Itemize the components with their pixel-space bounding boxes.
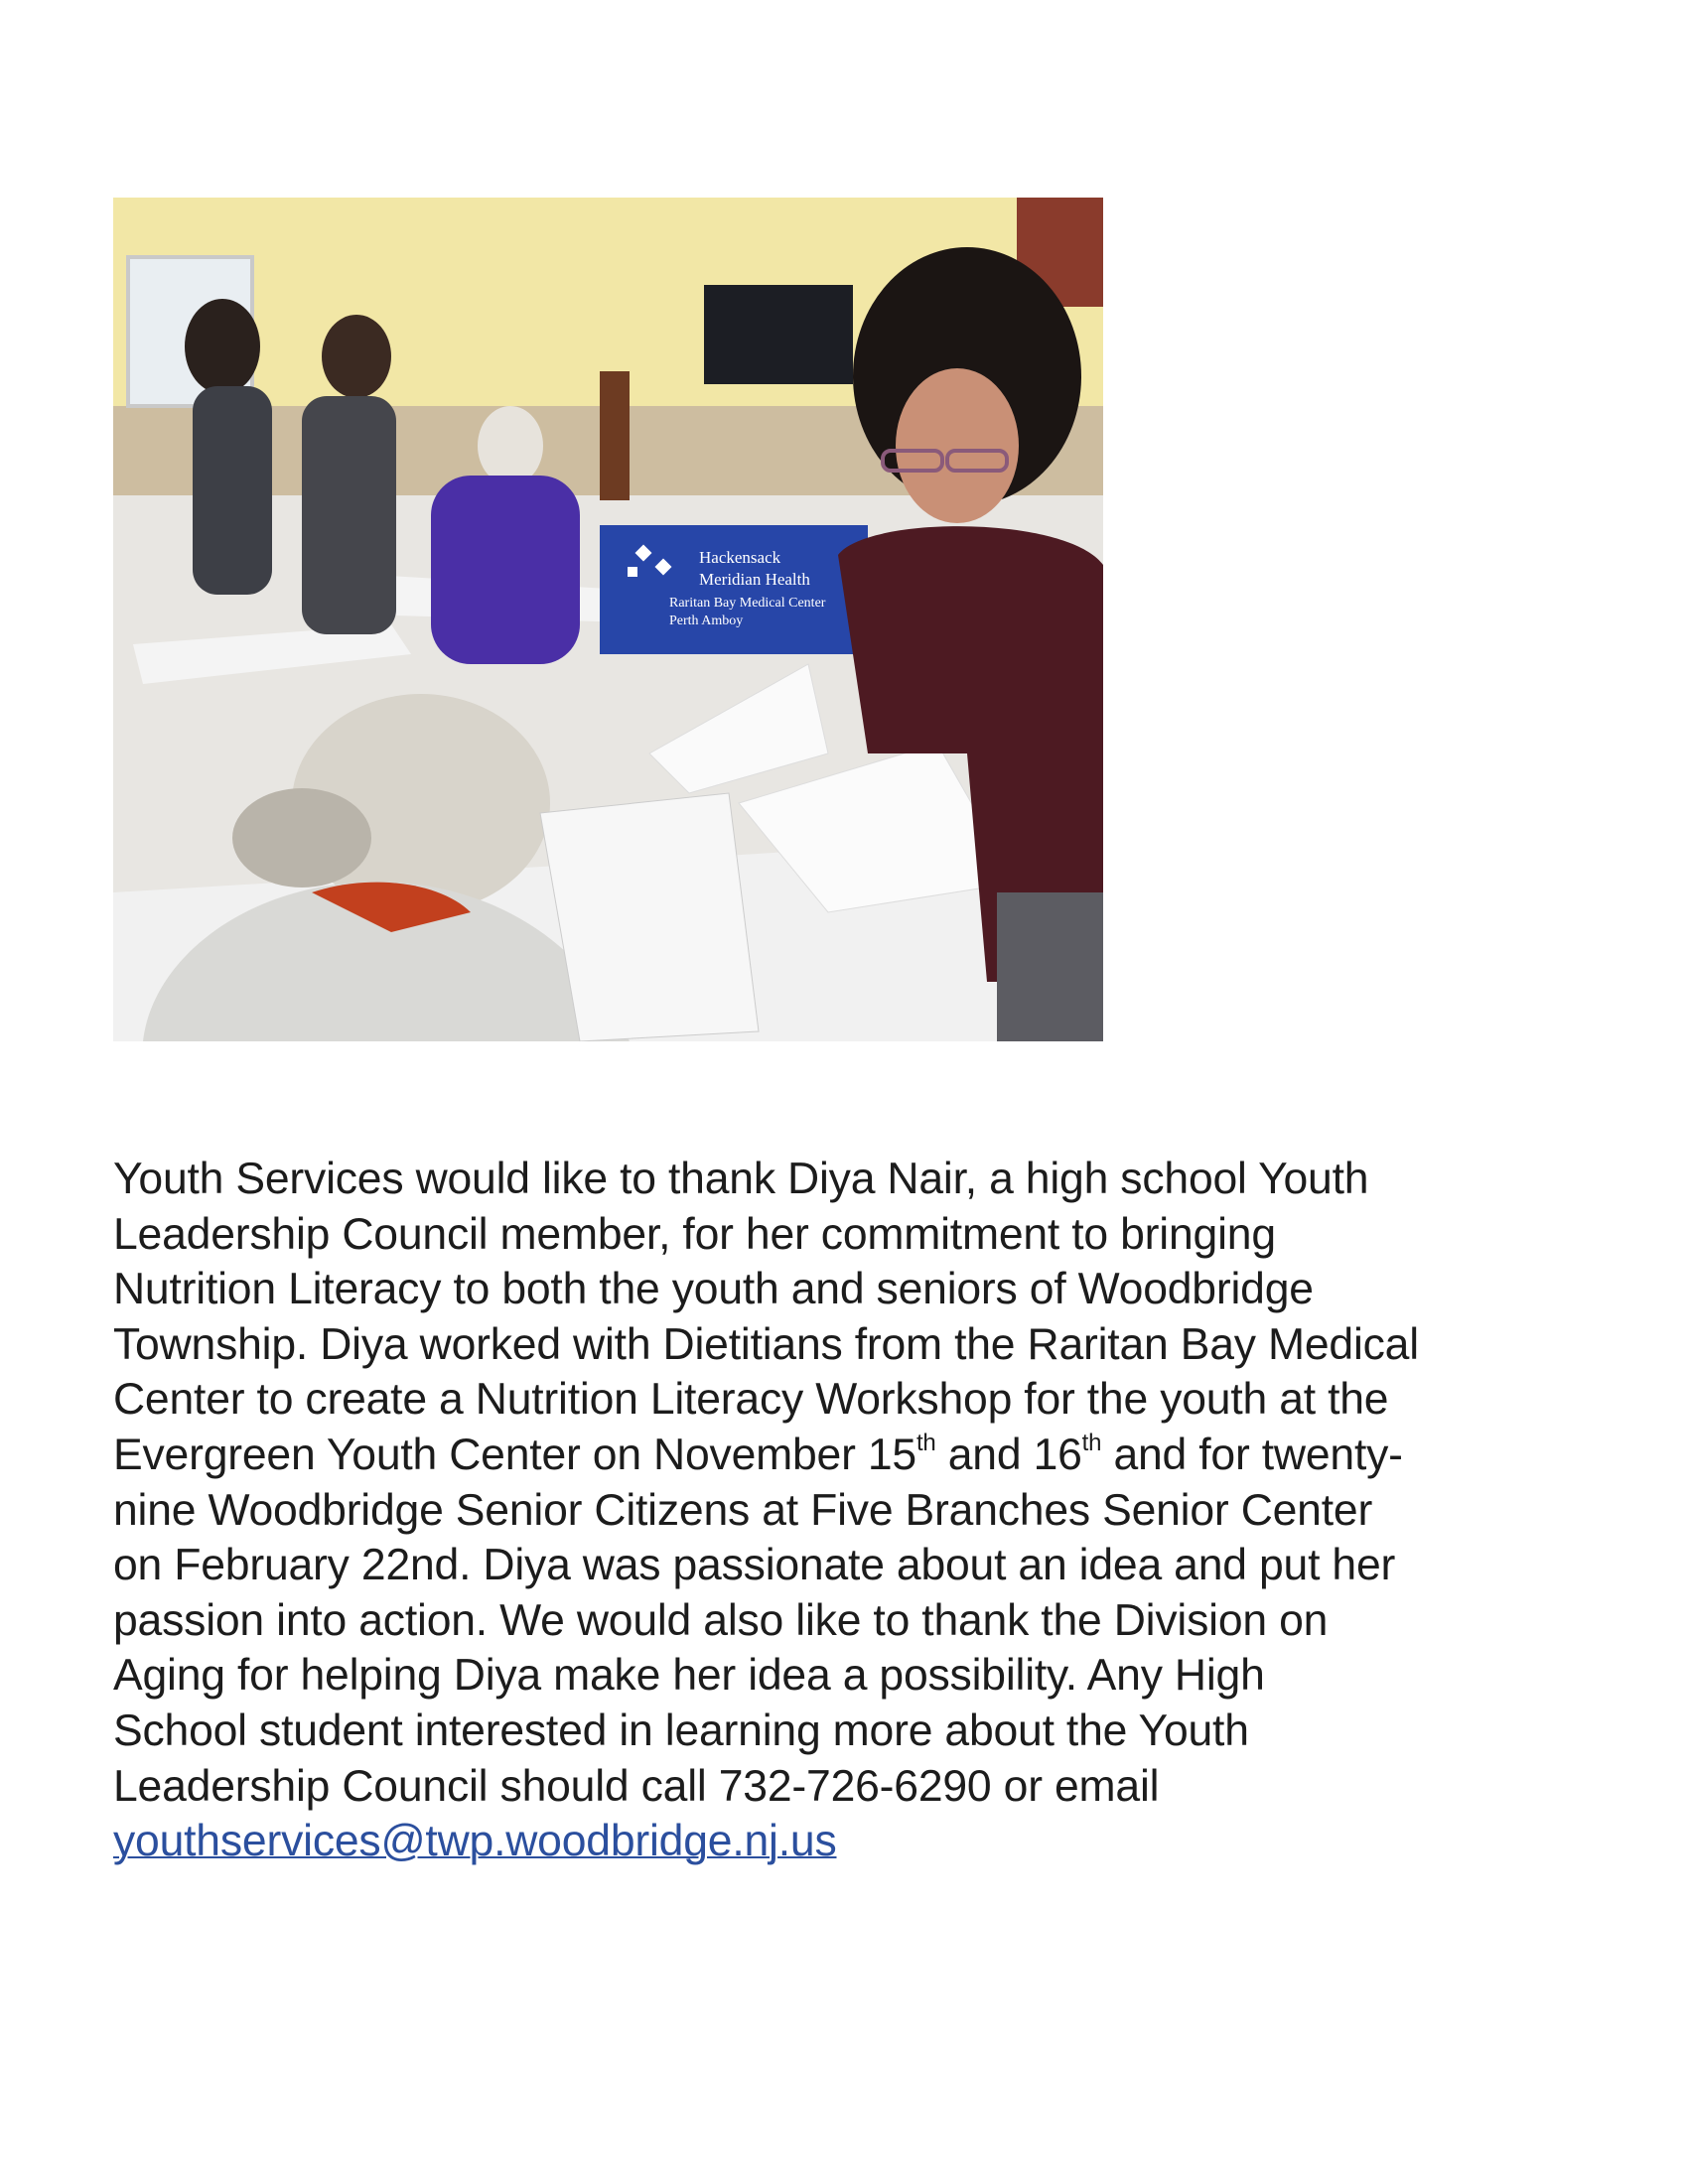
event-photo (113, 198, 1103, 1041)
svg-text:Hackensack: Hackensack (699, 548, 781, 567)
text-line: Township. Diya worked with Dietitians from the Raritan Bay Medical (113, 1319, 1419, 1369)
text-line: Aging for helping Diya make her idea a possibility. Any High (113, 1651, 1265, 1701)
text-line: Nutrition Literacy to both the youth and seniors of Woodbridge (113, 1265, 1314, 1314)
text-line: Youth Services would like to thank Diya Nair, a high school Youth (113, 1155, 1369, 1203)
text-line: nine Woodbridge Senior Citizens at Five Branches Senior Center (113, 1485, 1373, 1535)
text-line (113, 1428, 1622, 1483)
ordinal-suffix: th (1081, 1429, 1102, 1456)
text-segment: Evergreen Youth Center on November 15 (113, 1430, 916, 1479)
ordinal-suffix: th (915, 1429, 936, 1456)
email-link[interactable]: youthservices@twp.woodbridge.nj.us (113, 1817, 837, 1866)
text-line: passion into action. We would also like to thank the Division on (113, 1595, 1329, 1645)
svg-text:Perth Amboy: Perth Amboy (669, 614, 744, 628)
text-segment: and for twenty- (1101, 1430, 1403, 1479)
svg-text:Meridian Health: Meridian Health (699, 570, 810, 589)
text-line: Leadership Council member, for her commitment to bringing (113, 1209, 1276, 1259)
svg-text:Raritan Bay Medical Center: Raritan Bay Medical Center (669, 596, 826, 611)
text-line: School student interested in learning more about the Youth (113, 1706, 1249, 1755)
article-body (113, 1152, 1622, 1869)
hospital-banner (600, 525, 868, 654)
text-line: Center to create a Nutrition Literacy Workshop for the youth at the (113, 1375, 1389, 1425)
text-line: on February 22nd. Diya was passionate about an idea and put her (113, 1541, 1396, 1590)
text-line: Leadership Council should call 732-726-6290 or email (113, 1761, 1160, 1811)
text-segment: and 16 (935, 1430, 1082, 1479)
